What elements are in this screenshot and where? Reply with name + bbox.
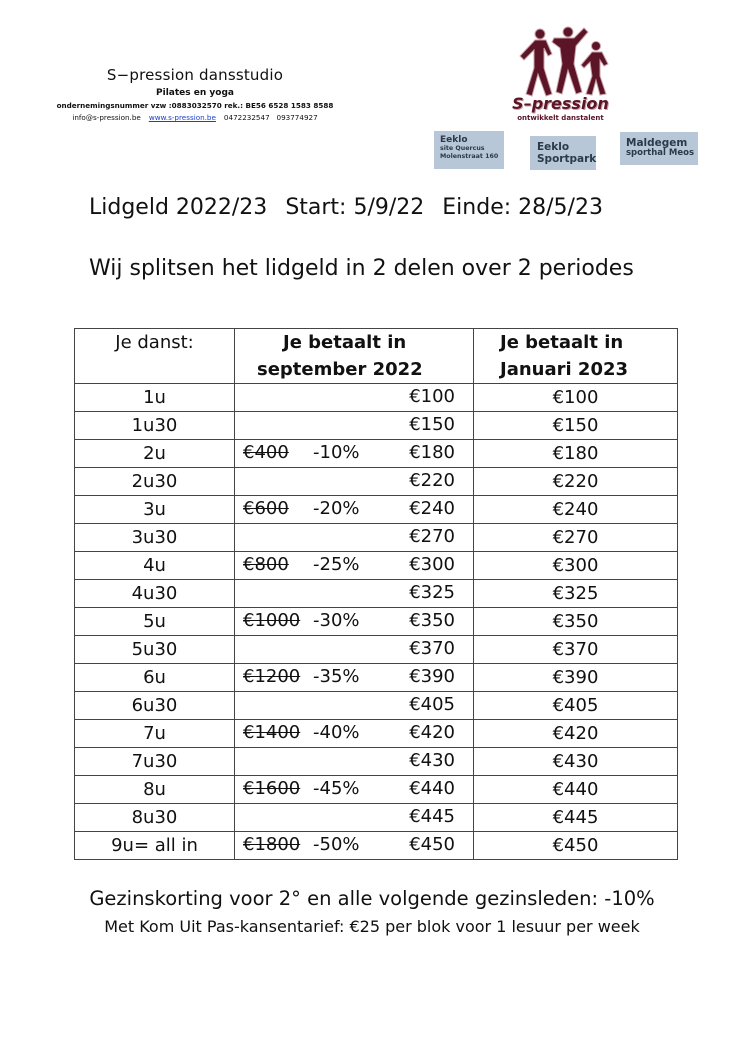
hours-cell: 7u <box>75 720 235 748</box>
september-amount: €450 <box>409 834 455 855</box>
studio-name: S−pression dansstudio <box>106 66 284 84</box>
september-amount: €300 <box>409 554 455 575</box>
table-row <box>75 440 678 468</box>
header-hours: Je danst: <box>75 329 235 384</box>
september-cell <box>235 636 474 664</box>
september-amount: €350 <box>409 610 455 631</box>
september-cell <box>235 720 474 748</box>
january-amount: €220 <box>474 468 678 496</box>
table-row <box>75 748 678 776</box>
contact-line <box>30 113 360 122</box>
september-cell <box>235 552 474 580</box>
september-cell <box>235 468 474 496</box>
september-amount: €440 <box>409 778 455 799</box>
table-row <box>75 776 678 804</box>
season-end: Einde: 28/5/23 <box>442 195 603 220</box>
january-amount: €270 <box>474 524 678 552</box>
original-price: €400 <box>243 442 289 463</box>
september-cell <box>235 692 474 720</box>
september-amount: €430 <box>409 750 455 771</box>
table-row <box>75 384 678 412</box>
location-badge-maldegem <box>620 132 698 165</box>
hours-cell: 8u <box>75 776 235 804</box>
september-amount: €370 <box>409 638 455 659</box>
original-price: €800 <box>243 554 289 575</box>
january-amount: €300 <box>474 552 678 580</box>
table-row <box>75 412 678 440</box>
september-amount: €150 <box>409 414 455 435</box>
january-amount: €100 <box>474 384 678 412</box>
september-cell <box>235 412 474 440</box>
original-price: €1800 <box>243 834 301 855</box>
january-amount: €420 <box>474 720 678 748</box>
split-note: Wij splitsen het lidgeld in 2 delen over 2 periodes <box>89 256 634 281</box>
table-row <box>75 552 678 580</box>
table-row <box>75 608 678 636</box>
table-row <box>75 580 678 608</box>
table-row <box>75 636 678 664</box>
location-badge-eeklo-quercus <box>434 131 504 169</box>
location-line1: Sportpark <box>537 153 597 166</box>
location-name: Maldegem <box>626 137 688 149</box>
january-amount: €150 <box>474 412 678 440</box>
discount: -40% <box>313 722 360 743</box>
discount: -45% <box>313 778 360 799</box>
table-row <box>75 664 678 692</box>
september-cell <box>235 776 474 804</box>
september-cell <box>235 748 474 776</box>
hours-cell: 6u <box>75 664 235 692</box>
hours-cell: 3u30 <box>75 524 235 552</box>
location-line1: site Quercus <box>440 145 485 153</box>
hours-cell: 1u30 <box>75 412 235 440</box>
season-line <box>89 195 621 220</box>
september-amount: €100 <box>409 386 455 407</box>
header-september: Je betaalt in september 2022 <box>235 329 474 384</box>
season-start: Start: 5/9/22 <box>285 195 425 220</box>
january-amount: €350 <box>474 608 678 636</box>
original-price: €600 <box>243 498 289 519</box>
september-amount: €390 <box>409 666 455 687</box>
hours-cell: 4u30 <box>75 580 235 608</box>
september-cell <box>235 608 474 636</box>
location-name: Eeklo <box>440 135 468 145</box>
discount: -35% <box>313 666 360 687</box>
kom-uit-pas-note: Met Kom Uit Pas-kansentarief: €25 per blok voor 1 lesuur per week <box>104 917 640 936</box>
september-amount: €240 <box>409 498 455 519</box>
hours-cell: 2u30 <box>75 468 235 496</box>
september-amount: €270 <box>409 526 455 547</box>
january-amount: €450 <box>474 832 678 860</box>
studio-header <box>30 66 360 122</box>
january-amount: €325 <box>474 580 678 608</box>
original-price: €1400 <box>243 722 301 743</box>
discount: -25% <box>313 554 360 575</box>
location-line1: sporthal Meos <box>626 148 695 159</box>
september-amount: €325 <box>409 582 455 603</box>
january-amount: €390 <box>474 664 678 692</box>
discount: -20% <box>313 498 360 519</box>
september-amount: €405 <box>409 694 455 715</box>
logo-tagline: ontwikkelt danstalent <box>517 114 604 122</box>
location-name: Eeklo <box>537 141 570 153</box>
location-line2: Molenstraat 160 <box>440 152 499 160</box>
table-row <box>75 692 678 720</box>
phone-1: 0472232547 <box>223 113 270 122</box>
hours-cell: 9u= all in <box>75 832 235 860</box>
table-header-row <box>75 329 678 384</box>
hours-cell: 7u30 <box>75 748 235 776</box>
september-amount: €420 <box>409 722 455 743</box>
original-price: €1000 <box>243 610 301 631</box>
dancers-icon <box>508 24 613 102</box>
table-row <box>75 468 678 496</box>
hours-cell: 5u <box>75 608 235 636</box>
september-amount: €180 <box>409 442 455 463</box>
january-amount: €405 <box>474 692 678 720</box>
table-row <box>75 832 678 860</box>
hours-cell: 1u <box>75 384 235 412</box>
table-row <box>75 804 678 832</box>
original-price: €1600 <box>243 778 301 799</box>
september-cell <box>235 496 474 524</box>
january-amount: €180 <box>474 440 678 468</box>
september-cell <box>235 384 474 412</box>
hours-cell: 6u30 <box>75 692 235 720</box>
email[interactable]: info@s-pression.be <box>72 113 141 122</box>
table-row <box>75 720 678 748</box>
january-amount: €240 <box>474 496 678 524</box>
september-cell <box>235 440 474 468</box>
logo-wordmark: S–pression <box>512 94 609 113</box>
september-cell <box>235 804 474 832</box>
spression-logo <box>508 24 613 124</box>
hours-cell: 8u30 <box>75 804 235 832</box>
phone-2: 093774927 <box>276 113 318 122</box>
hours-cell: 4u <box>75 552 235 580</box>
location-badge-eeklo-sportpark <box>530 136 596 170</box>
hours-cell: 5u30 <box>75 636 235 664</box>
september-amount: €445 <box>409 806 455 827</box>
hours-cell: 3u <box>75 496 235 524</box>
january-amount: €445 <box>474 804 678 832</box>
september-cell <box>235 580 474 608</box>
discount: -50% <box>313 834 360 855</box>
january-amount: €440 <box>474 776 678 804</box>
header-january: Je betaalt in Januari 2023 <box>474 329 678 384</box>
website-link[interactable]: www.s-pression.be <box>148 113 216 122</box>
table-row <box>75 524 678 552</box>
september-cell <box>235 524 474 552</box>
family-discount-note: Gezinskorting voor 2° en alle volgende gezinsleden: -10% <box>89 887 655 910</box>
hours-cell: 2u <box>75 440 235 468</box>
january-amount: €430 <box>474 748 678 776</box>
september-cell <box>235 664 474 692</box>
january-amount: €370 <box>474 636 678 664</box>
table-row <box>75 496 678 524</box>
original-price: €1200 <box>243 666 301 687</box>
discount: -10% <box>313 442 360 463</box>
registration-line: ondernemingsnummer vzw :0883032570 rek.: BE56 6528 1583 8588 <box>56 101 334 110</box>
discount: -30% <box>313 610 360 631</box>
september-amount: €220 <box>409 470 455 491</box>
season-title: Lidgeld 2022/23 <box>89 195 268 220</box>
studio-subtitle: Pilates en yoga <box>156 88 234 98</box>
september-cell <box>235 832 474 860</box>
fee-table <box>74 328 678 860</box>
